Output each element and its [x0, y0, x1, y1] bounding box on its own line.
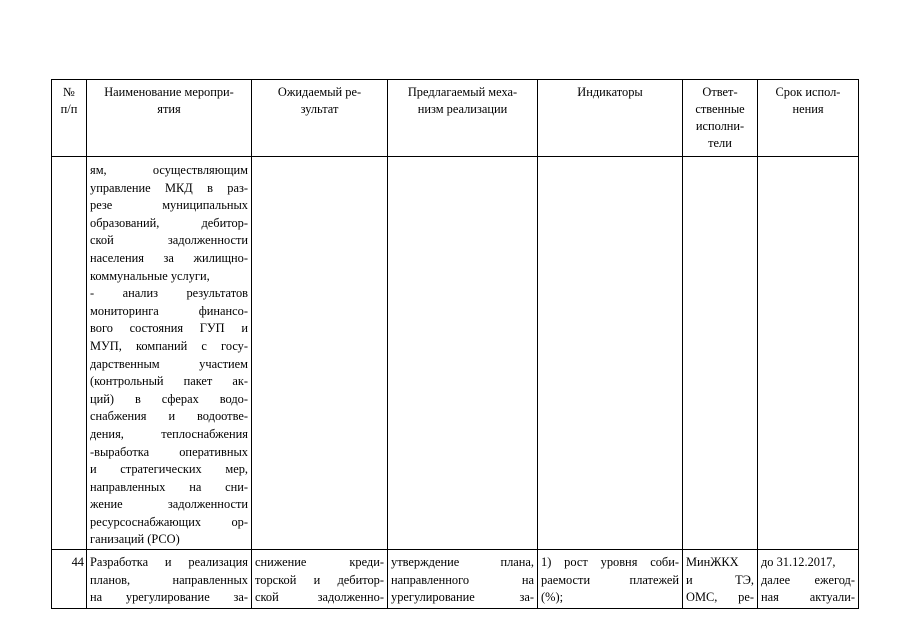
row1-name-line: ской задолженности — [90, 233, 248, 248]
row1-name-line: ям, осуществляющим — [90, 163, 248, 177]
header-mechanism — [388, 80, 538, 157]
row2-responsible-line: и ТЭ, — [686, 572, 754, 587]
header-responsible-line: Ответ- — [702, 85, 738, 99]
header-result-line: зультат — [300, 102, 339, 116]
row2-mechanism-line: направленного на — [391, 572, 534, 587]
row2-deadline-cell — [758, 550, 859, 609]
row2-deadline-line: до 31.12.2017, — [761, 555, 836, 570]
row1-mechanism-cell — [388, 157, 538, 550]
row1-name-line: снабжения и водоотве- — [90, 409, 248, 424]
row1-name-line: и стратегических мер, — [90, 462, 248, 477]
header-result — [252, 80, 388, 157]
header-deadline-line: нения — [792, 102, 824, 116]
row1-name-line: дарственным участием — [90, 356, 248, 371]
row1-name-line: - анализ результатов — [90, 286, 248, 301]
row2-mechanism-line: утверждение плана, — [391, 555, 534, 570]
row2-mechanism-cell — [388, 550, 538, 609]
header-deadline-line: Срок испол- — [775, 85, 841, 99]
header-num-line: п/п — [60, 102, 78, 116]
row2-deadline-line: ная актуали- — [761, 590, 855, 605]
row1-name-line: коммунальные услуги, — [90, 268, 210, 283]
header-responsible-line: ственные — [695, 102, 745, 116]
header-result-line: Ожидаемый ре- — [277, 85, 362, 99]
row2-indicators-line: раемости платежей — [541, 572, 679, 587]
row1-name-line: вого состояния ГУП и — [90, 321, 248, 336]
table-header-row — [52, 80, 859, 157]
header-indicators-line: Индикаторы — [577, 85, 643, 99]
header-name-line: ятия — [157, 102, 181, 116]
row2-num-cell — [52, 550, 87, 609]
row1-name-line: ресурсоснабжающих ор- — [90, 514, 248, 529]
row1-responsible-cell — [683, 157, 758, 550]
row1-name-line: МУП, компаний с госу- — [90, 338, 248, 353]
header-mechanism-line: низм реализации — [417, 102, 508, 116]
header-deadline — [758, 80, 859, 157]
header-num-line: № — [63, 85, 75, 99]
row2-deadline-line: далее ежегод- — [761, 572, 855, 587]
plan-table — [51, 79, 859, 609]
row1-name-line: (контрольный пакет ак- — [90, 374, 248, 389]
table-row — [52, 550, 859, 609]
row1-name-line: жение задолженности — [90, 497, 248, 512]
row1-deadline-cell — [758, 157, 859, 550]
row2-indicators-line: (%); — [541, 590, 564, 605]
row1-name-line: управление МКД в раз- — [90, 180, 248, 195]
row1-name-line: ганизаций (РСО) — [90, 532, 180, 547]
header-indicators — [538, 80, 683, 157]
row1-result-cell — [252, 157, 388, 550]
row2-responsible-line: МинЖКХ — [686, 555, 739, 570]
row1-name-line: резе муниципальных — [90, 198, 248, 213]
row2-result-cell — [252, 550, 388, 609]
row2-responsible-cell — [683, 550, 758, 609]
row2-result-line: снижение креди- — [255, 555, 384, 570]
row2-result-line: торской и дебитор- — [255, 572, 384, 587]
row1-name-line: ций) в сферах водо- — [90, 391, 248, 406]
header-name-line: Наименование меропри- — [104, 85, 234, 99]
header-mechanism-line: Предлагаемый меха- — [407, 85, 518, 99]
row1-num-cell — [52, 157, 87, 550]
row2-name-line: на урегулирование за- — [90, 590, 248, 605]
row1-name-cell — [87, 157, 252, 550]
row2-result-line: ской задолженно- — [255, 590, 384, 605]
row1-name-line: -выработка оперативных — [90, 444, 248, 459]
row1-name-line: образований, дебитор- — [90, 215, 248, 230]
row1-name-line: направленных на сни- — [90, 479, 248, 494]
row2-mechanism-line: урегулирование за- — [391, 590, 534, 605]
row2-name-line: планов, направленных — [90, 572, 248, 587]
row1-name-line: мониторинга финансо- — [90, 303, 248, 318]
row1-name-line: дения, теплоснабжения — [90, 426, 248, 441]
row1-name-line: населения за жилищно- — [90, 250, 248, 265]
header-responsible — [683, 80, 758, 157]
header-responsible-line: исполни- — [695, 119, 745, 133]
row2-name-cell — [87, 550, 252, 609]
row2-name-line: Разработка и реализация — [90, 555, 248, 570]
row1-indicators-cell — [538, 157, 683, 550]
table-row — [52, 157, 859, 550]
row2-indicators-line: 1) рост уровня соби- — [541, 555, 679, 570]
row2-indicators-cell — [538, 550, 683, 609]
row-number: 44 — [71, 555, 84, 570]
header-num — [52, 80, 87, 157]
header-name — [87, 80, 252, 157]
header-responsible-line: тели — [708, 136, 732, 150]
row2-responsible-line: ОМС, ре- — [686, 590, 754, 605]
